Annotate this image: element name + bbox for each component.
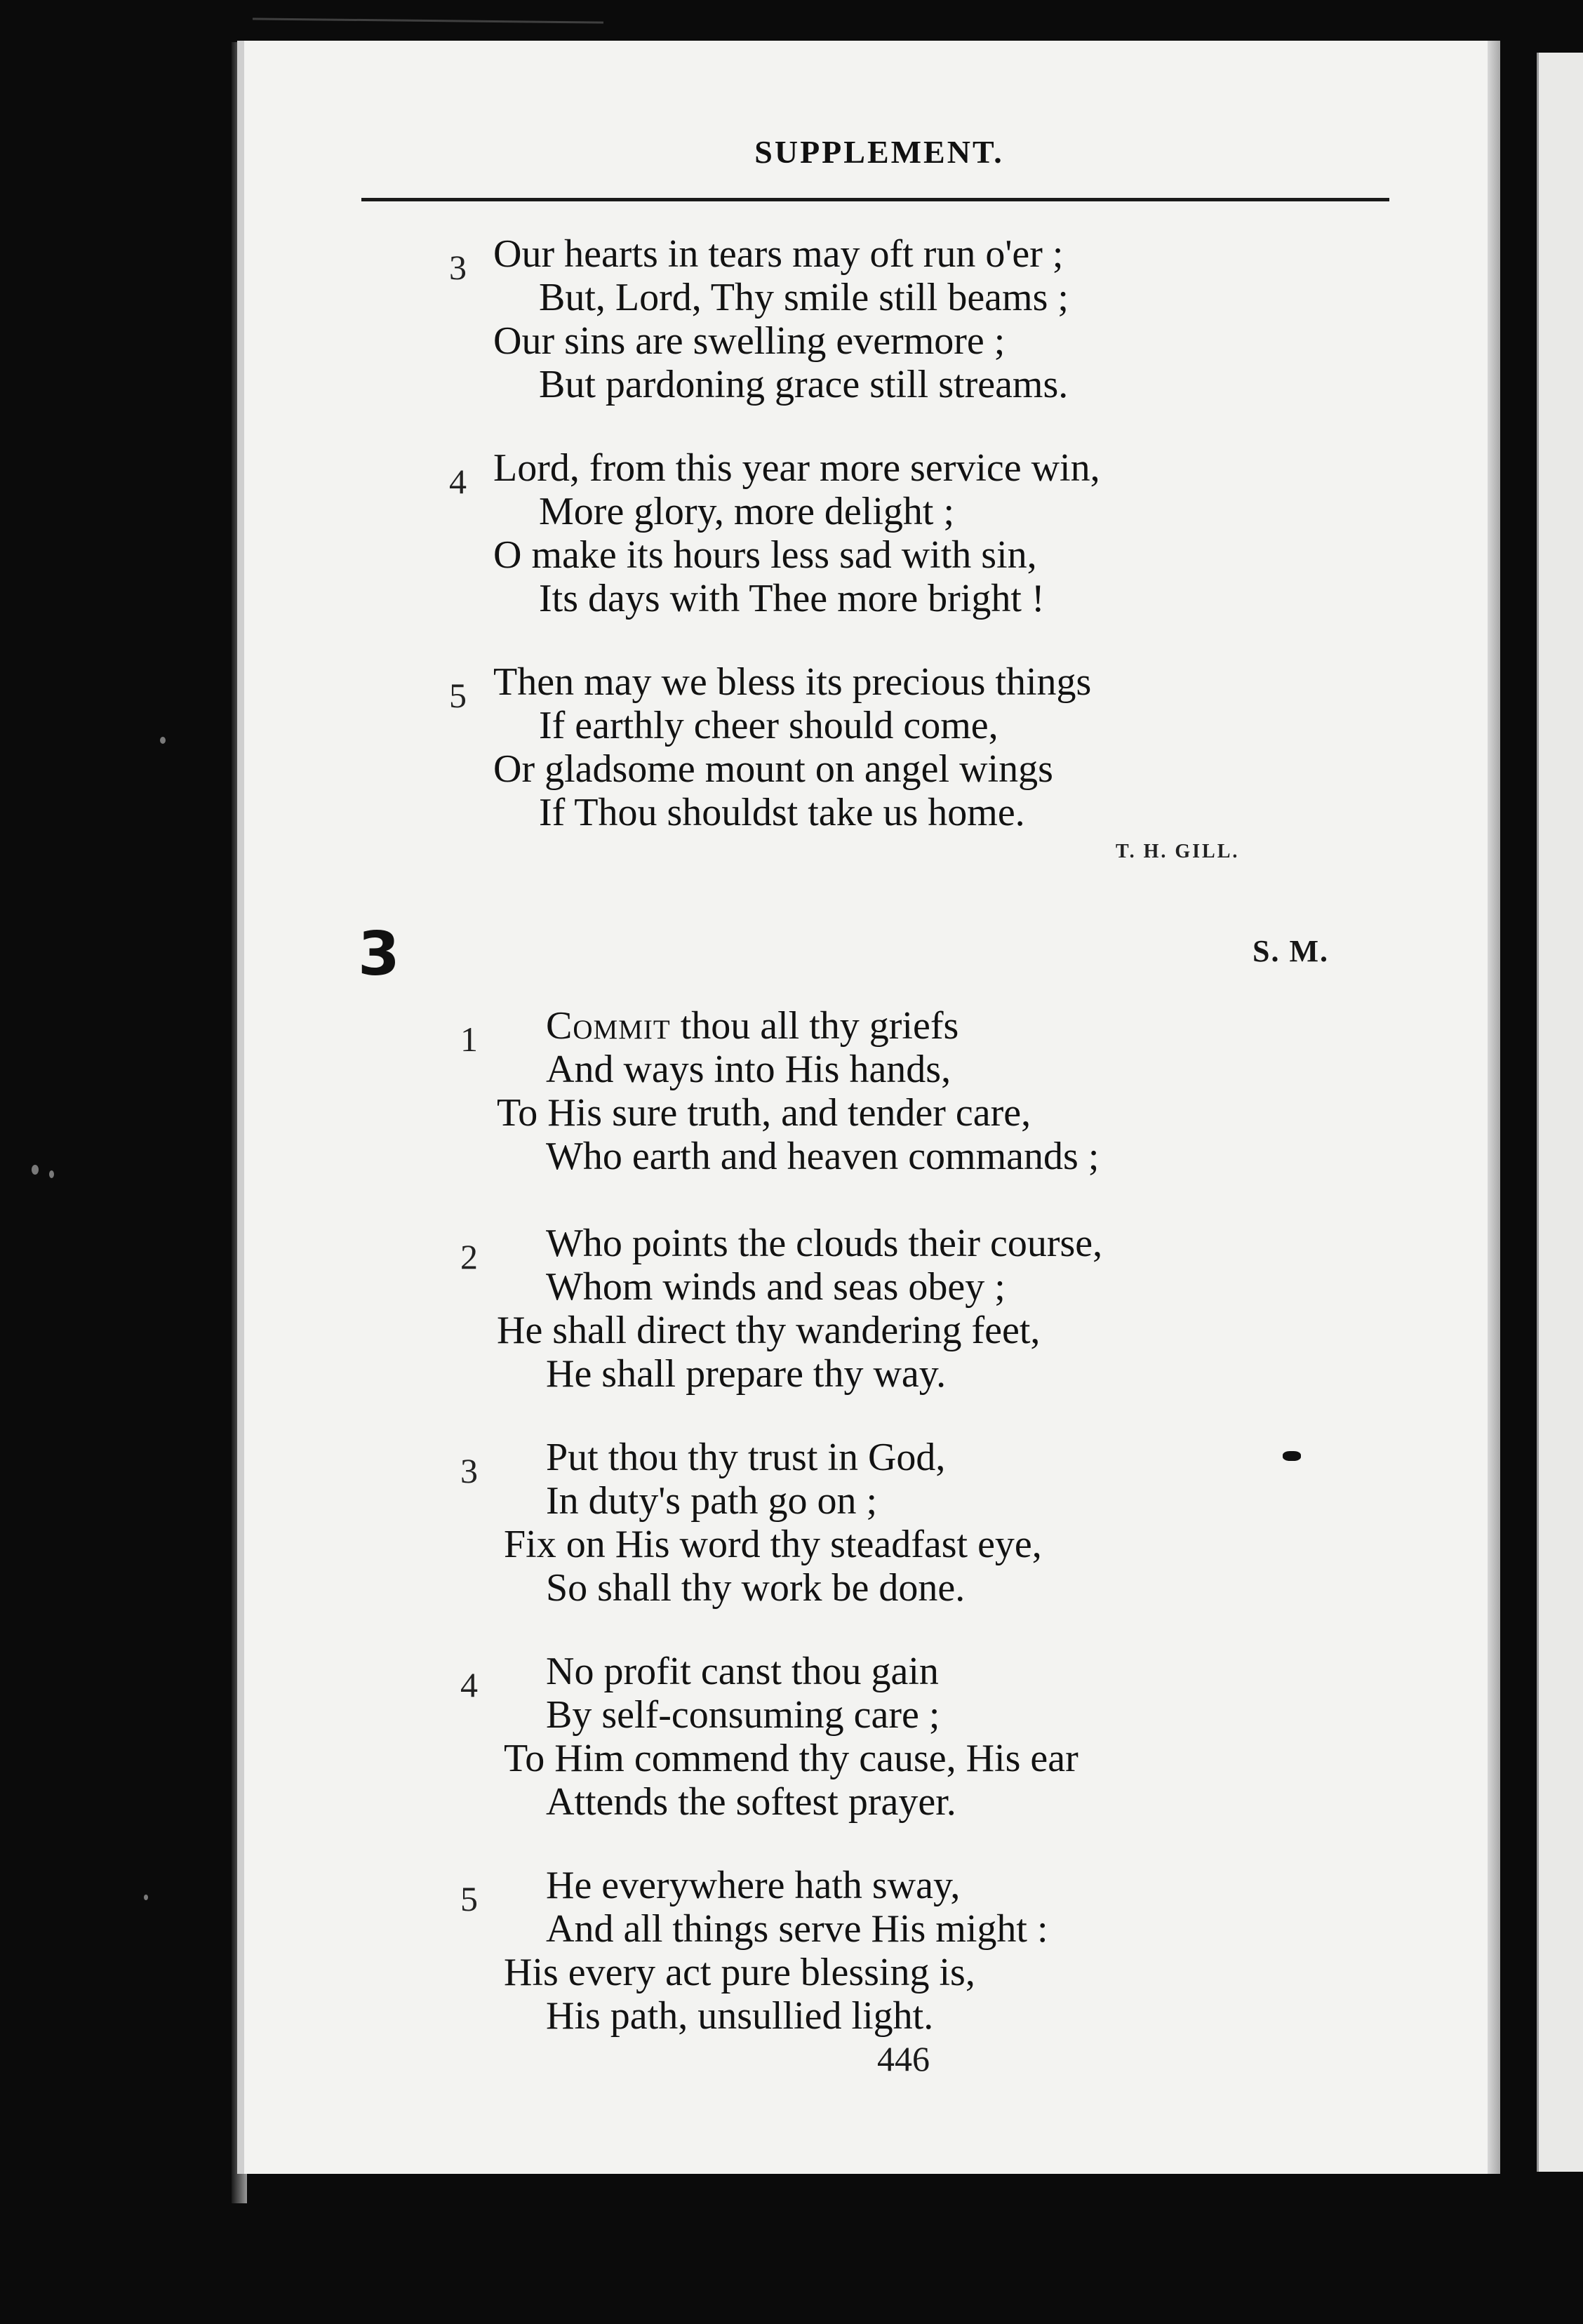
header-rule <box>361 198 1389 201</box>
verse-line: Who points the clouds their course, <box>546 1222 1103 1265</box>
dust-speck <box>49 1170 54 1178</box>
verse-line: Our sins are swelling evermore ; <box>493 319 1006 363</box>
hymn-number: 3 <box>358 919 400 989</box>
verse-line: If Thou shouldst take us home. <box>539 791 1025 834</box>
film-scratch <box>253 18 603 23</box>
verse-line: Then may we bless its precious things <box>493 660 1092 704</box>
verse-line: Fix on His word thy steadfast eye, <box>504 1523 1042 1566</box>
verse-number: 5 <box>460 1879 478 1918</box>
verse-line: To His sure truth, and tender care, <box>497 1091 1031 1135</box>
verse-line: O make its hours less sad with sin, <box>493 533 1037 577</box>
ink-blot <box>1283 1451 1301 1461</box>
page-edge <box>1488 41 1500 2174</box>
first-line-rest: thou all thy griefs <box>670 1004 959 1048</box>
verse-line <box>546 1003 959 1048</box>
verse-line: Who earth and heaven commands ; <box>546 1135 1100 1178</box>
verse-number: 5 <box>449 676 467 715</box>
verse-number: 4 <box>460 1665 478 1704</box>
verse-line: By self-consuming care ; <box>546 1693 940 1737</box>
verse-line: He everywhere hath sway, <box>546 1864 961 1907</box>
verse-line: So shall thy work be done. <box>546 1566 966 1610</box>
dust-speck <box>144 1895 148 1900</box>
first-word: Commit <box>546 1004 671 1048</box>
verse-line: Lord, from this year more service win, <box>493 446 1100 490</box>
verse-line: Whom winds and seas obey ; <box>546 1265 1006 1309</box>
verse-line: If earthly cheer should come, <box>539 704 998 747</box>
hymn-meter: S. M. <box>1253 934 1329 968</box>
verse-line: Its days with Thee more bright ! <box>539 577 1045 620</box>
verse-number: 3 <box>449 248 467 287</box>
verse-line: No profit canst thou gain <box>546 1650 939 1693</box>
verse-line: He shall prepare thy way. <box>546 1352 947 1396</box>
gutter-shadow <box>1500 41 1537 2174</box>
verse-number: 3 <box>460 1451 478 1490</box>
facing-page-edge <box>1537 53 1583 2172</box>
verse-line: And ways into His hands, <box>546 1048 951 1091</box>
verse-line: Put thou thy trust in God, <box>546 1436 946 1479</box>
verse-line: Or gladsome mount on angel wings <box>493 747 1053 791</box>
verse-line: More glory, more delight ; <box>539 490 955 533</box>
author-attribution: T. H. GILL. <box>1116 841 1240 862</box>
verse-line: His every act pure blessing is, <box>504 1951 975 1994</box>
dust-speck <box>160 737 166 744</box>
verse-line: And all things serve His might : <box>546 1907 1048 1951</box>
verse-line: Our hearts in tears may oft run o'er ; <box>493 232 1064 276</box>
verse-line: To Him commend thy cause, His ear <box>504 1737 1078 1780</box>
verse-line: His path, unsullied light. <box>546 1994 934 2038</box>
verse-line: But pardoning grace still streams. <box>539 363 1069 406</box>
verse-line: In duty's path go on ; <box>546 1479 878 1523</box>
page-number: 446 <box>877 2039 930 2078</box>
verse-line: Attends the softest prayer. <box>546 1780 956 1824</box>
dust-speck <box>32 1165 39 1175</box>
verse-line: But, Lord, Thy smile still beams ; <box>539 276 1069 319</box>
verse-number: 2 <box>460 1237 478 1276</box>
verse-line: He shall direct thy wandering feet, <box>497 1309 1041 1352</box>
running-head: SUPPLEMENT. <box>754 134 1004 170</box>
verse-number: 1 <box>460 1020 478 1059</box>
verse-number: 4 <box>449 462 467 501</box>
